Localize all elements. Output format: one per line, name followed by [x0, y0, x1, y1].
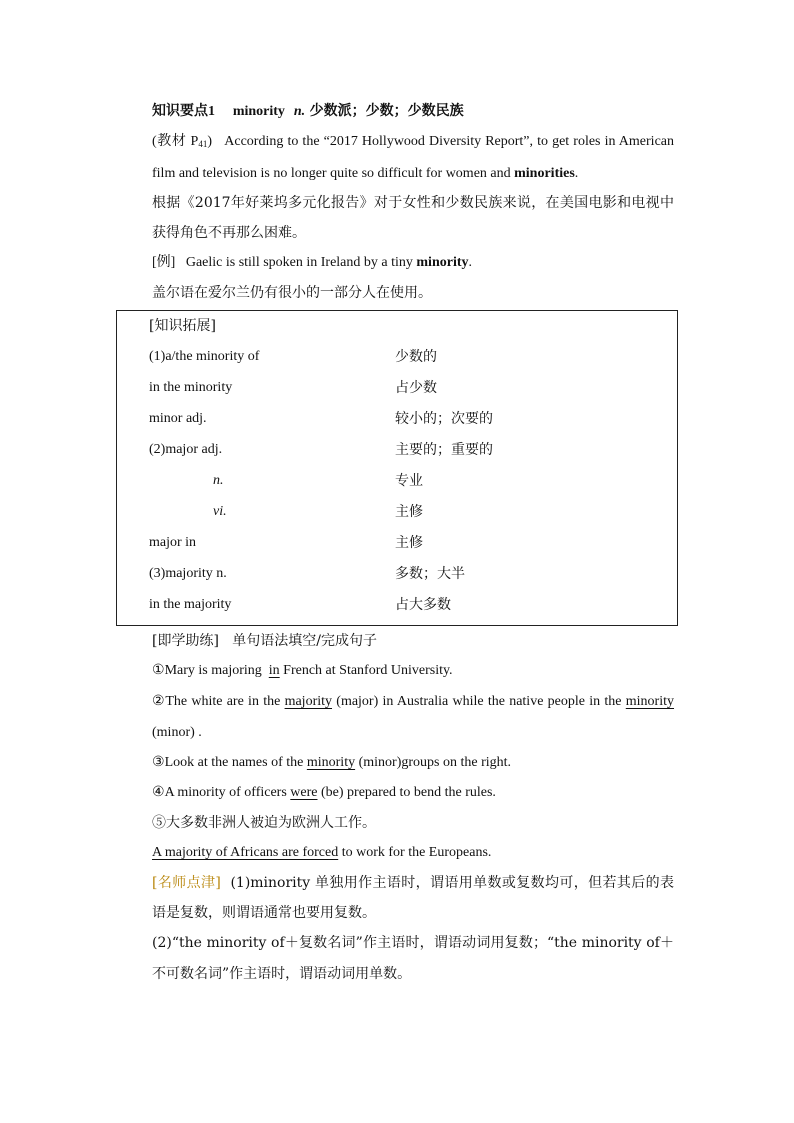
- tips-tag: [名师点津]: [152, 875, 221, 891]
- expansion-box: [116, 310, 678, 626]
- source-sentence: (教材 $P_{41}$) According to the “2017 Hollywood Diversity Report”, to get roles in American film and television is no longer quite so difficult for women and minorities.: [152, 134, 674, 181]
- practice-question-5: ⑤大多数非洲人被迫为欧洲人工作。: [152, 815, 376, 831]
- source-sentence-text: According to the “2017 Hollywood Diversity Report”, to get roles in American film and television is no longer quite so difficult for women and: [152, 134, 674, 181]
- point-pos: n.: [293, 104, 306, 119]
- practice-question-2: ②The white are in the majority (major) in Australia while the native people in the minority (minor) .: [152, 694, 675, 740]
- expansion-row: in the majority 占大多数: [149, 597, 451, 613]
- practice-question-4: ④A minority of officers were (be) prepared to bend the rules.: [152, 785, 496, 800]
- answer-blank: minority: [625, 694, 675, 709]
- point-word: minority: [232, 104, 285, 119]
- example-bold-word: minority: [416, 255, 469, 270]
- point-meaning: 少数派；少数；少数民族: [309, 103, 464, 119]
- example-sentence: [例] Gaelic is still spoken in Ireland by a tiny minority.: [152, 255, 472, 270]
- expansion-row: (3)majority n. 多数；大半: [149, 566, 465, 582]
- source-bold-word: minorities: [514, 166, 575, 181]
- expansion-row: vi. 主修: [213, 504, 423, 520]
- expansion-row: major in 主修: [149, 535, 423, 551]
- source-translation: 根据《2017年好莱坞多元化报告》对于女性和少数民族来说，在美国电影和电视中获得角色不再那么困难。: [152, 195, 674, 241]
- knowledge-point-heading: [120, 96, 674, 127]
- answer-blank: majority: [284, 694, 333, 709]
- point-label: 知识要点: [152, 103, 208, 119]
- document-page: [120, 96, 674, 990]
- practice-tag: [即学助练]: [152, 633, 219, 649]
- expansion-row: (2)major adj. 主要的；重要的: [149, 442, 493, 458]
- expansion-title: [知识拓展]: [149, 318, 216, 334]
- point-number: 1: [208, 104, 215, 119]
- answer-blank: in: [268, 663, 280, 678]
- practice-question-3: ③Look at the names of the minority (minor)groups on the right.: [152, 755, 512, 770]
- practice-answer-5: A majority of Africans are forced to work for the Europeans.: [152, 845, 492, 860]
- practice-instruction: 单句语法填空/完成句子: [232, 633, 378, 649]
- tips-paragraph-1: [名师点津] (1)minority 单独用作主语时，谓语用单数或复数均可，但若其后的表语是复数，则谓语通常也要用复数。: [152, 875, 674, 921]
- answer-blank: A majority of Africans are forced: [152, 845, 339, 860]
- tips-paragraph-2: (2)“the minority of＋复数名词”作主语时，谓语动词用复数；“the minority of＋不可数名词”作主语时，谓语动词用单数。: [152, 935, 674, 982]
- expansion-row: n. 专业: [213, 473, 423, 489]
- example-tag: [例]: [152, 255, 176, 270]
- example-translation: 盖尔语在爱尔兰仍有很小的一部分人在使用。: [152, 285, 432, 301]
- practice-question-1: ①Mary is majoring in French at Stanford University.: [152, 663, 453, 678]
- expansion-row: (1)a/the minority of 少数的: [149, 349, 437, 365]
- practice-heading: [120, 626, 674, 656]
- expansion-row: in the minority 占少数: [149, 380, 437, 396]
- answer-blank: were: [290, 785, 318, 800]
- answer-blank: minority: [306, 755, 356, 770]
- expansion-row: minor adj. 较小的；次要的: [149, 411, 493, 427]
